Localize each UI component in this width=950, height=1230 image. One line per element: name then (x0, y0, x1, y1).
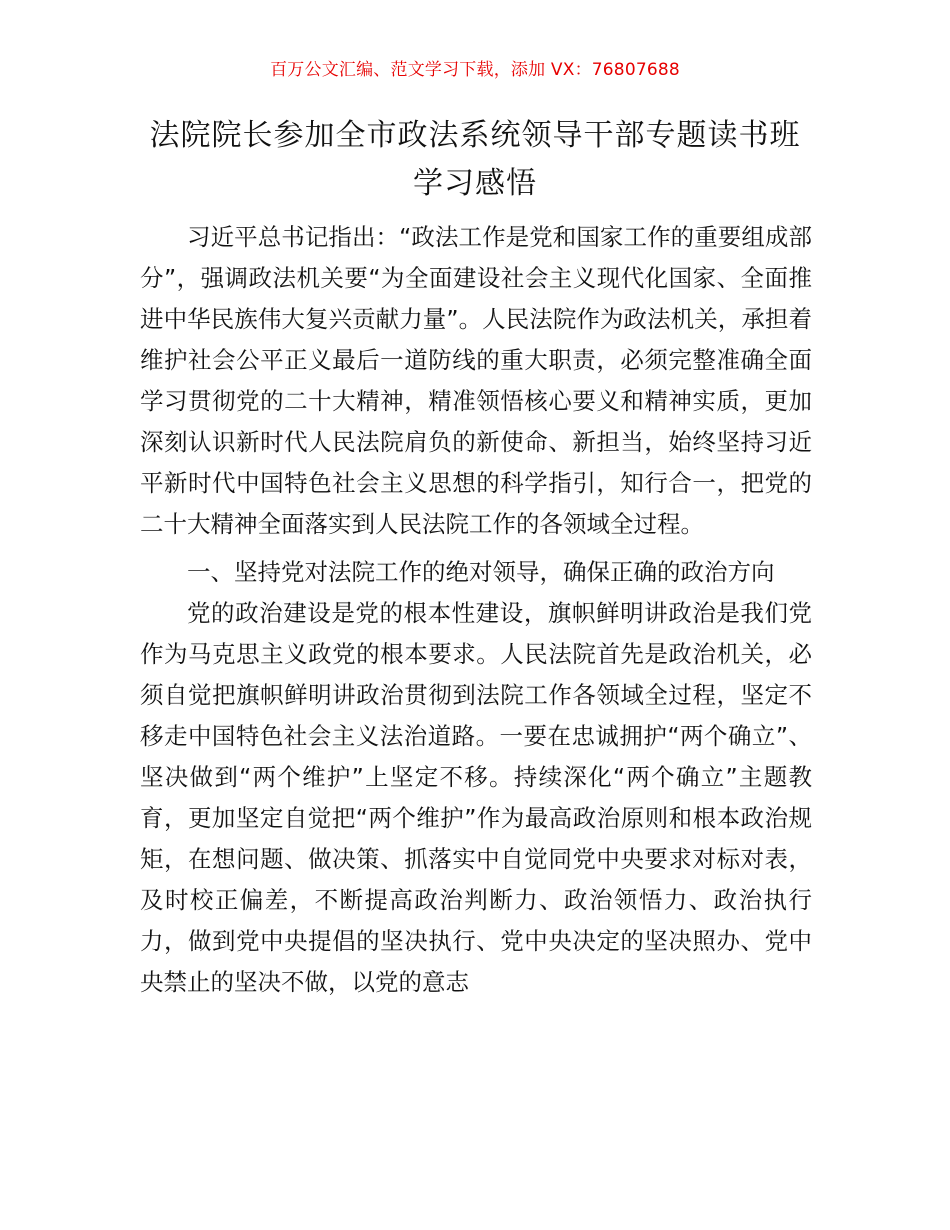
intro-paragraph: 习近平总书记指出：“政法工作是党和国家工作的重要组成部分”，强调政法机关要“为全面建设社会主义现代化国家、全面推进中华民族伟大复兴贡献力量”。人民法院作为政法机关，承担着维护社会公平正义最后一道防线的重大职责，必须完整准确全面学习贯彻党的二十大精神，精准领悟核心要义和精神实质，更加深刻认识新时代人民法院肩负的新使命、新担当，始终坚持习近平新时代中国特色社会主义思想的科学指引，知行合一，把党的二十大精神全面落实到人民法院工作的各领域全过程。 (140, 223, 812, 538)
document-body (140, 217, 812, 1003)
header-promo-note: 百万公文汇编、范文学习下载，添加 VX：76807688 (270, 60, 680, 80)
section-1-paragraph: 党的政治建设是党的根本性建设，旗帜鲜明讲政治是我们党作为马克思主义政党的根本要求。人民法院首先是政治机关，必须自觉把旗帜鲜明讲政治贯彻到法院工作各领域全过程，坚定不移走中国特色社会主义法治道路。一要在忠诚拥护“两个确立”、坚决做到“两个维护”上坚定不移。持续深化“两个确立”主题教育，更加坚定自觉把“两个维护”作为最高政治原则和根本政治规矩，在想问题、做决策、抓落实中自觉同党中央要求对标对表，及时校正偏差，不断提高政治判断力、政治领悟力、政治执行力，做到党中央提倡的坚决执行、党中央决定的坚决照办、党中央禁止的坚决不做，以党的意志 (140, 599, 812, 996)
document-title: 法院院长参加全市政法系统领导干部专题读书班学习感悟 (149, 118, 801, 201)
section-heading-1: 一、坚持党对法院工作的绝对领导，确保正确的政治方向 (187, 558, 775, 586)
